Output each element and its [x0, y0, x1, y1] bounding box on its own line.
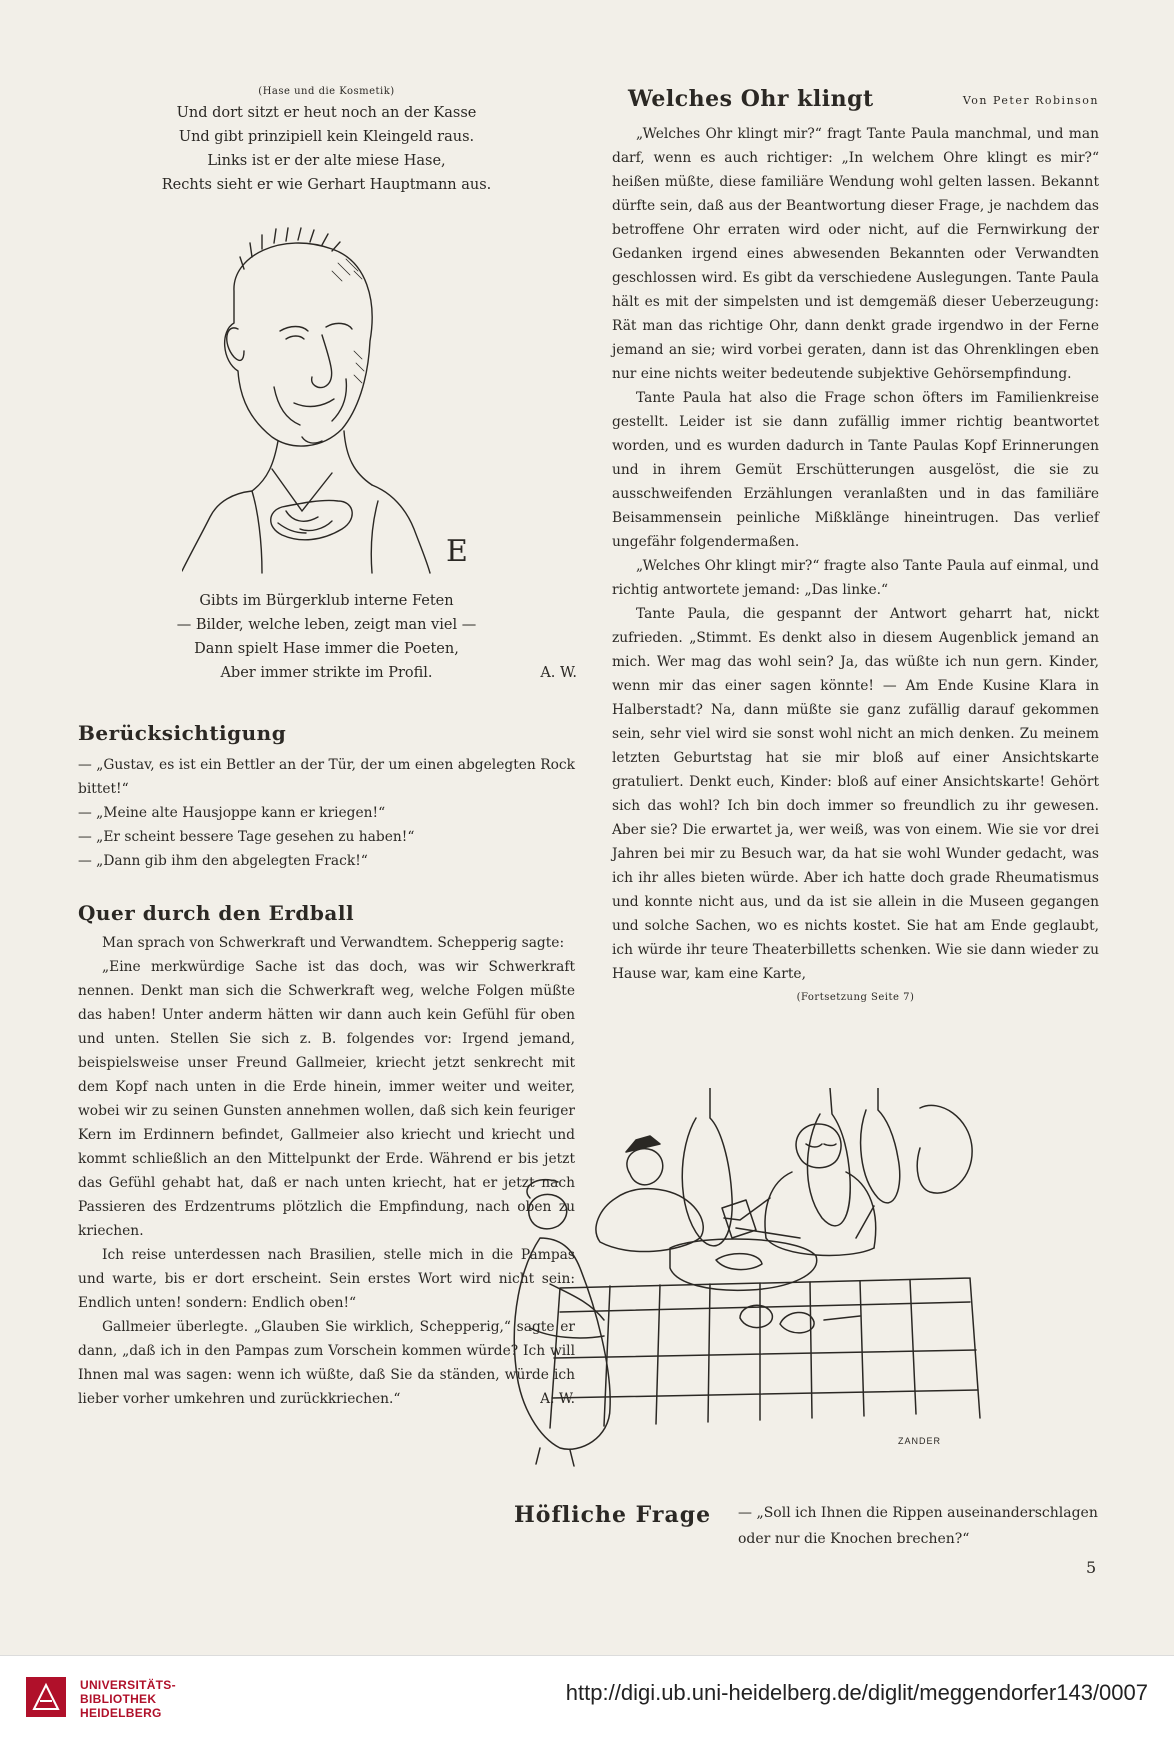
poem-line: Dann spielt Hase immer die Poeten, — [194, 641, 459, 657]
poem-line — [78, 661, 575, 685]
ohr-body — [612, 122, 1099, 986]
cartoon-illustration — [500, 1088, 1000, 1468]
dialogue-line: — „Gustav, es ist ein Bettler an der Tür, der um einen abgelegten Rock bittet!“ — [78, 757, 575, 797]
dialogue-line: — „Dann gib ihm den abgelegten Frack!“ — [78, 853, 368, 869]
page-number: 5 — [1086, 1558, 1097, 1577]
poem-verse-top — [78, 101, 575, 197]
cartoon-drawing — [500, 1088, 1000, 1468]
poem-caption: (Hase und die Kosmetik) — [258, 86, 395, 97]
poem-line: Und gibt prinzipiell kein Kleingeld raus. — [178, 129, 475, 145]
poem-line-text: Aber immer strikte im Profil. — [220, 665, 433, 681]
quer-title: Quer durch den Erdball — [78, 901, 355, 925]
paragraph: „Eine merkwürdige Sache ist das doch, was wir Schwerkraft nennen. Denkt man sich die Schwerkraft weg, welche Folgen müßte das haben! Unter anderm hätten wir dann auch kein Gefühl für oben und unten. Stellen Sie sich z. B. folgendes vor: Irgend jemand, beispielsweise unser Freund Gallmeier, kriecht jetzt senkrecht mit dem Kopf nach unten in die Erde hinein, immer weiter und weiter, wobei wir zu seinen Gunsten annehmen wollen, daß sich kein feuriger Kern im Erdinnern befindet, Gallmeier also kriecht und kriecht und kommt schließlich an den Mittelpunkt der Erde. Während er bis jetzt das Gefühl gehabt hat, daß er nach unten kriecht, hat er jetzt nach Passieren des Erdzentrums plötzlich die Empfindung, nach oben zu kriechen. — [78, 959, 575, 1239]
poem-verse-bottom — [78, 589, 575, 685]
cartoon-caption: — „Soll ich Ihnen die Rippen auseinanderschlagen oder nur die Knochen brechen?“ — [738, 1505, 1098, 1547]
right-column — [612, 86, 1099, 1003]
paragraph: Man sprach von Schwerkraft und Verwandtem. Schepperig sagte: — [102, 935, 565, 951]
ohr-byline: Von Peter Robinson — [962, 94, 1099, 107]
paragraph-text: Gallmeier überlegte. „Glauben Sie wirklich, Schepperig,“ sagte er dann, „daß ich in den Pampas zum Vorschein kommen würde? Ich will Ihnen mal was sagen: wenn ich wüßte, daß Sie da ständen, würde ich lieber vorher umkehren und zurückkriechen.“ — [78, 1319, 575, 1407]
continuation-note: (Fortsetzung Seite 7) — [796, 992, 915, 1003]
paragraph: „Welches Ohr klingt mir?“ fragt Tante Paula manchmal, und man darf, wenn es auch richtiger: „In welchem Ohre klingt es mir?“ heißen müßte, diese familiäre Wendung wohl gelten lassen. Bekannt dürfte sein, daß aus der Beantwortung dieser Frage, je nachdem das betroffene Ohr erraten wird oder nicht, auf die Fernwirkung der Gedanken irgend eines abwesenden Bekannten oder Verwandten geschlossen wird. Es gibt da verschiedene Auslegungen. Tante Paula hält es mit der simpelsten und ist demgemäß dieser Ueberzeugung: Rät man das richtige Ohr, dann denkt grade irgendwo in der Ferne jemand an sie; wird vorbei geraten, dann ist das Ohrenklingen eben nur eine nichts weiter bedeutende subjektive Gehörsempfindung. — [612, 126, 1099, 382]
cartoon-title: Höfliche Frage — [514, 1502, 712, 1528]
poem-line: — Bilder, welche leben, zeigt man viel — — [176, 617, 477, 633]
caricature-drawing — [182, 211, 472, 577]
poem-line: Links ist er der alte miese Hase, — [207, 153, 446, 169]
library-name-line: HEIDELBERG — [80, 1706, 162, 1720]
paragraph: „Welches Ohr klingt mir?“ fragte also Tante Paula auf einmal, und richtig antwortete jemand: „Das linke.“ — [612, 558, 1099, 598]
library-name-line: BIBLIOTHEK — [80, 1692, 157, 1706]
dialogue-line: — „Meine alte Hausjoppe kann er kriegen!“ — [78, 805, 386, 821]
caricature-illustration — [182, 211, 472, 577]
library-name — [80, 1678, 176, 1720]
artist-signature: ZANDER — [898, 1436, 942, 1446]
poem-line: Gibts im Bürgerklub interne Feten — [199, 593, 454, 609]
beruecksichtigung-title: Berücksichtigung — [78, 721, 287, 745]
dialogue-line: — „Er scheint bessere Tage gesehen zu haben!“ — [78, 829, 415, 845]
library-logo-icon — [24, 1675, 68, 1719]
library-footer — [0, 1655, 1174, 1742]
permalink-url[interactable]: http://digi.ub.uni-heidelberg.de/diglit/meggendorfer143/0007 — [565, 1680, 1148, 1705]
poem-signature: A. W. — [540, 665, 577, 681]
illustration-signature: E — [445, 534, 468, 569]
ohr-title: Welches Ohr klingt — [628, 86, 874, 112]
library-name-line: UNIVERSITÄTS- — [80, 1678, 176, 1692]
quer-signature: A. W. — [540, 1391, 575, 1407]
poem-line: Und dort sitzt er heut noch an der Kasse — [176, 105, 477, 121]
ohr-header — [612, 86, 1099, 114]
paragraph: Tante Paula hat also die Frage schon öfters im Familienkreise gestellt. Leider ist sie dann zufällig immer richtig beantwortet worden, und es wurden dadurch in Tante Paulas Kopf Erinnerungen und in ihrem Gemüt Erschütterungen ausgelöst, die sie zu ausschweifenden Erzählungen veranlaßten und in das familiäre Beisammensein peinliche Mißklänge hineintrugen. Das verlief ungefähr folgendermaßen. — [612, 390, 1099, 550]
paragraph: Ich reise unterdessen nach Brasilien, stelle mich in die Pampas und warte, bis er dort erscheint. Sein erstes Wort wird nicht sein: Endlich unten! sondern: Endlich oben!“ — [78, 1247, 575, 1311]
paragraph: Tante Paula, die gespannt der Antwort geharrt hat, nickt zufrieden. „Stimmt. Es denkt also in diesem Augenblick jemand an mich. Wer mag das wohl sein? Ja, das wüßte ich nun gern. Kinder, wenn mir das einer sagen könnte! — Am Ende Kusine Klara in Halberstadt? Na, dann müßte sie ganz zufällig darauf gekommen sein, sehr viel wird sie sonst wohl nicht an mich denken. Zu meinem letzten Geburtstag hat sie mir bloß auf einer Ansichtskarte gratuliert. Denkt euch, Kinder: bloß auf einer Ansichtskarte! Gehört sich das wohl? Ich bin doch immer so freundlich zu ihr gewesen. Aber sie? Die erwartet ja, wer weiß, was von einem. Wie sie vor drei Jahren bei mir zu Besuch war, da hat sie wohl Wunder gedacht, was ich ihr alles bieten würde. Aber ich hatte doch grade Rheumatismus und konnte nicht aus, und da ist sie allein in die Museen gegangen und solche Sachen, wo es nichts kostet. Sie hat am Ende geglaubt, ich würde ihr teure Theaterbilletts schenken. Wie sie dann wieder zu Hause war, kam eine Karte, — [612, 606, 1099, 982]
poem-line: Rechts sieht er wie Gerhart Hauptmann aus. — [161, 177, 492, 193]
